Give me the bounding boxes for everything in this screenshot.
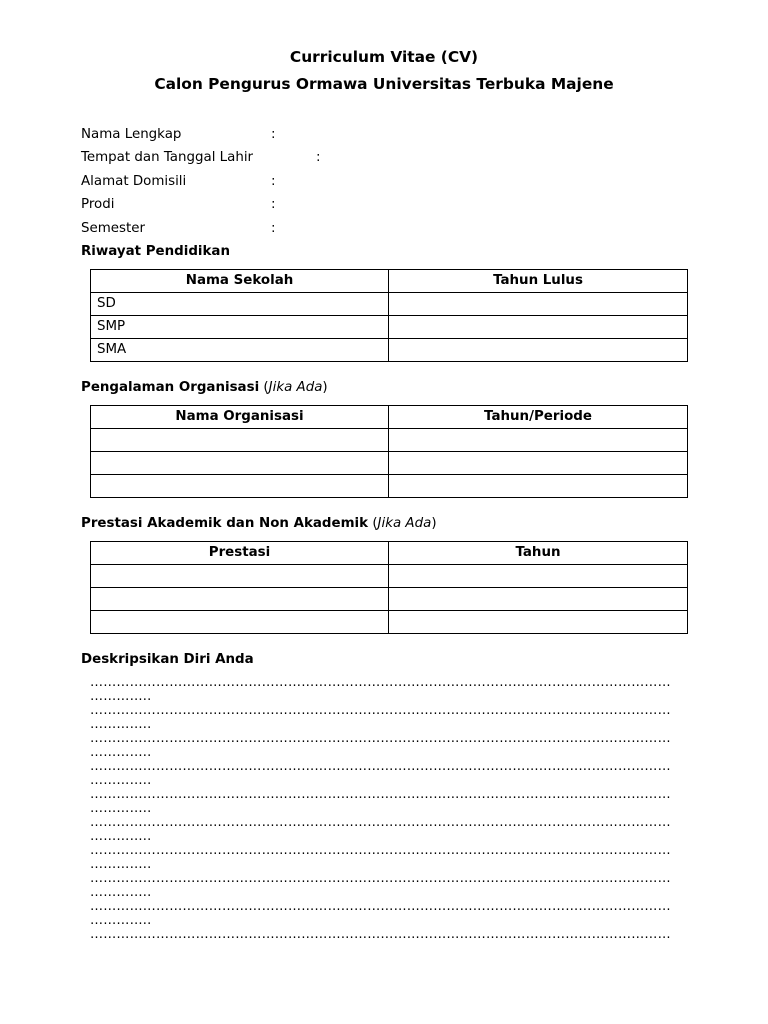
- field-label-semester: Semester: [81, 221, 145, 236]
- field-colon: :: [271, 197, 276, 212]
- column-header: Nama Organisasi: [91, 406, 389, 429]
- dotted-answer-line: ……………………………………………………………………………………………………………………: [90, 816, 671, 830]
- table-cell[interactable]: [91, 565, 389, 588]
- table-cell[interactable]: [91, 611, 389, 634]
- dotted-answer-line: ……………………………………………………………………………………………………………………: [90, 732, 671, 746]
- dotted-answer-line: …………..: [90, 830, 152, 844]
- column-header: Nama Sekolah: [91, 270, 389, 293]
- table-cell[interactable]: [389, 429, 688, 452]
- table-cell[interactable]: [91, 475, 389, 498]
- table-cell[interactable]: SMA: [91, 339, 389, 362]
- dotted-answer-line: …………..: [90, 746, 152, 760]
- table-cell[interactable]: [389, 339, 688, 362]
- achievements-table: [90, 541, 688, 634]
- field-label-alamat-domisili: Alamat Domisili: [81, 174, 187, 189]
- field-colon: :: [271, 221, 276, 236]
- column-header: Tahun Lulus: [389, 270, 688, 293]
- dotted-answer-line: ……………………………………………………………………………………………………………………: [90, 844, 671, 858]
- table-cell[interactable]: SMP: [91, 316, 389, 339]
- dotted-answer-line: …………..: [90, 914, 152, 928]
- table-cell[interactable]: [389, 475, 688, 498]
- document-subtitle: Calon Pengurus Ormawa Universitas Terbuka Majene: [154, 75, 614, 93]
- description-answer-area[interactable]: [90, 676, 690, 942]
- table-cell[interactable]: [389, 565, 688, 588]
- optional-note: (Jika Ada): [259, 380, 328, 395]
- dotted-answer-line: ……………………………………………………………………………………………………………………: [90, 928, 671, 942]
- dotted-answer-line: …………..: [90, 802, 152, 816]
- field-colon: :: [271, 174, 276, 189]
- table-cell[interactable]: [91, 452, 389, 475]
- dotted-answer-line: …………..: [90, 858, 152, 872]
- achievements-heading: [81, 516, 437, 531]
- column-header: Tahun/Periode: [389, 406, 688, 429]
- table-header-row: [91, 542, 688, 565]
- dotted-answer-line: …………..: [90, 718, 152, 732]
- column-header: Tahun: [389, 542, 688, 565]
- dotted-answer-line: ……………………………………………………………………………………………………………………: [90, 900, 671, 914]
- achievements-heading-text: Prestasi Akademik dan Non Akademik: [81, 516, 369, 531]
- table-cell[interactable]: [389, 611, 688, 634]
- optional-note: (Jika Ada): [368, 516, 437, 531]
- table-row: [91, 452, 688, 475]
- dotted-answer-line: ……………………………………………………………………………………………………………………: [90, 760, 671, 774]
- table-cell[interactable]: [91, 429, 389, 452]
- dotted-answer-line: …………..: [90, 690, 152, 704]
- table-cell[interactable]: [389, 316, 688, 339]
- table-row: [91, 429, 688, 452]
- table-row: [91, 475, 688, 498]
- organization-table: [90, 405, 688, 498]
- table-cell[interactable]: SD: [91, 293, 389, 316]
- field-colon: :: [271, 127, 276, 142]
- table-cell[interactable]: [389, 293, 688, 316]
- document-title: Curriculum Vitae (CV): [289, 48, 479, 66]
- table-row: [91, 339, 688, 362]
- dotted-answer-line: …………..: [90, 886, 152, 900]
- dotted-answer-line: ……………………………………………………………………………………………………………………: [90, 872, 671, 886]
- column-header: Prestasi: [91, 542, 389, 565]
- dotted-answer-line: ……………………………………………………………………………………………………………………: [90, 704, 671, 718]
- field-label-nama-lengkap: Nama Lengkap: [81, 127, 182, 142]
- organization-heading: [81, 380, 328, 395]
- dotted-answer-line: ……………………………………………………………………………………………………………………: [90, 676, 671, 690]
- dotted-answer-line: ……………………………………………………………………………………………………………………: [90, 788, 671, 802]
- field-label-tempat-tanggal-lahir: Tempat dan Tanggal Lahir: [81, 150, 254, 165]
- description-heading: Deskripsikan Diri Anda: [81, 652, 254, 667]
- table-header-row: [91, 270, 688, 293]
- field-label-prodi: Prodi: [81, 197, 115, 212]
- table-cell[interactable]: [389, 452, 688, 475]
- table-cell[interactable]: [389, 588, 688, 611]
- organization-heading-text: Pengalaman Organisasi: [81, 380, 260, 395]
- table-header-row: [91, 406, 688, 429]
- education-heading: Riwayat Pendidikan: [81, 244, 230, 259]
- table-cell[interactable]: [91, 588, 389, 611]
- table-row: [91, 588, 688, 611]
- table-row: [91, 611, 688, 634]
- table-row: [91, 293, 688, 316]
- education-table: [90, 269, 688, 362]
- field-colon: :: [316, 150, 321, 165]
- table-row: [91, 316, 688, 339]
- table-row: [91, 565, 688, 588]
- dotted-answer-line: …………..: [90, 774, 152, 788]
